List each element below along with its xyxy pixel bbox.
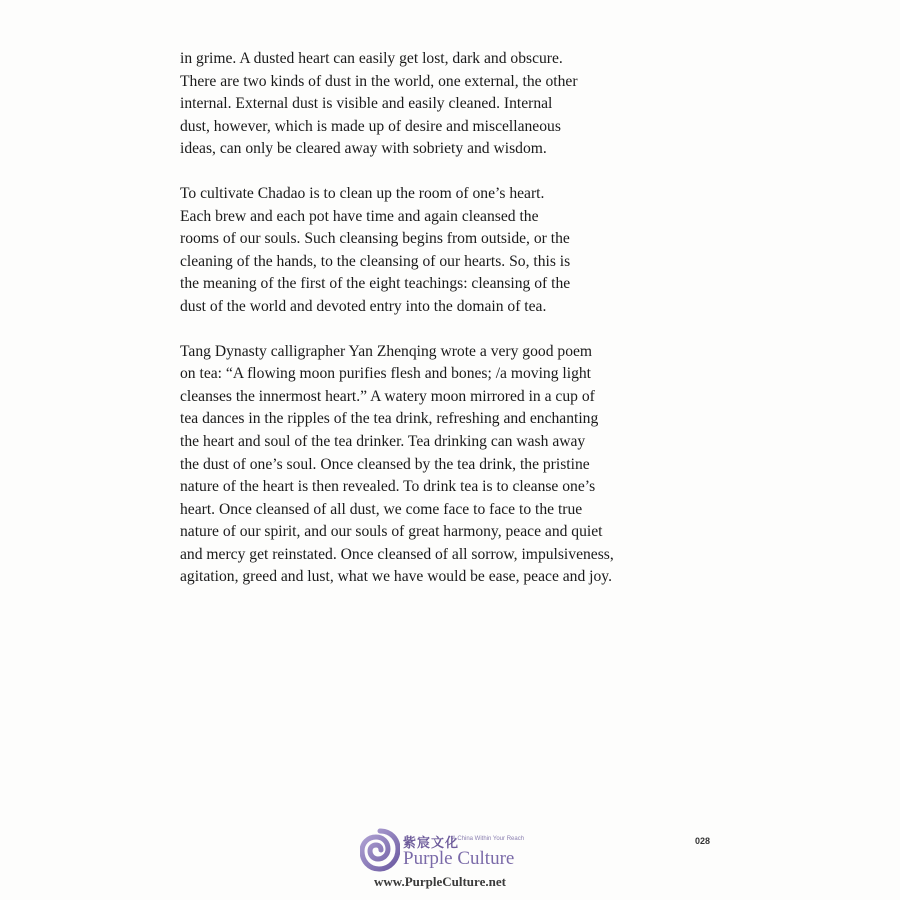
text-line: nature of our spirit, and our souls of great harmony, peace and quiet: [180, 523, 603, 541]
text-line: dust, however, which is made up of desire and miscellaneous: [180, 117, 561, 135]
text-line: on tea: “A flowing moon purifies flesh and bones; /a moving light: [180, 365, 592, 383]
text-line: the dust of one’s soul. Once cleansed by the tea drink, the pristine: [180, 455, 590, 473]
watermark-url: www.PurpleCulture.net: [374, 874, 506, 889]
text-line: Tang Dynasty calligrapher Yan Zhenqing wrote a very good poem: [180, 342, 593, 360]
watermark-brand-name: Purple Culture: [403, 848, 515, 869]
text-line: To cultivate Chadao is to clean up the room of one’s heart.: [180, 184, 545, 202]
purple-swirl-logo-icon: [360, 828, 400, 872]
text-line: and mercy get reinstated. Once cleansed of all sorrow, impulsiveness,: [180, 545, 614, 563]
paragraph-2: [180, 183, 640, 319]
text-line: internal. External dust is visible and easily cleaned. Internal: [180, 95, 553, 113]
paragraph-1: [180, 48, 640, 161]
text-line: ideas, can only be cleared away with sobriety and wisdom.: [180, 140, 547, 158]
paragraph-3: [180, 341, 640, 590]
text-line: There are two kinds of dust in the world, one external, the other: [180, 72, 578, 90]
text-line: tea dances in the ripples of the tea drink, refreshing and enchanting: [180, 410, 599, 428]
watermark-tagline: A China Within Your Reach: [452, 836, 525, 842]
text-line: Each brew and each pot have time and again cleansed the: [180, 207, 539, 225]
text-line: the heart and soul of the tea drinker. Tea drinking can wash away: [180, 432, 586, 450]
text-line: cleaning of the hands, to the cleansing of our hearts. So, this is: [180, 252, 571, 270]
watermark-chinese-name: 紫宸文化: [403, 836, 460, 851]
text-line: in grime. A dusted heart can easily get lost, dark and obscure.: [180, 50, 563, 67]
text-line: dust of the world and devoted entry into the domain of tea.: [180, 297, 547, 315]
text-line: heart. Once cleansed of all dust, we come face to face to the true: [180, 500, 583, 518]
text-line: nature of the heart is then revealed. To drink tea is to cleanse one’s: [180, 478, 596, 496]
body-text: [180, 48, 640, 611]
text-line: cleanses the innermost heart.” A watery moon mirrored in a cup of: [180, 387, 595, 405]
purple-culture-watermark: [360, 828, 560, 892]
page-number: 028: [695, 836, 711, 846]
text-line: agitation, greed and lust, what we have would be ease, peace and joy.: [180, 568, 612, 586]
text-line: rooms of our souls. Such cleansing begins from outside, or the: [180, 230, 570, 248]
text-line: the meaning of the first of the eight teachings: cleansing of the: [180, 275, 571, 293]
